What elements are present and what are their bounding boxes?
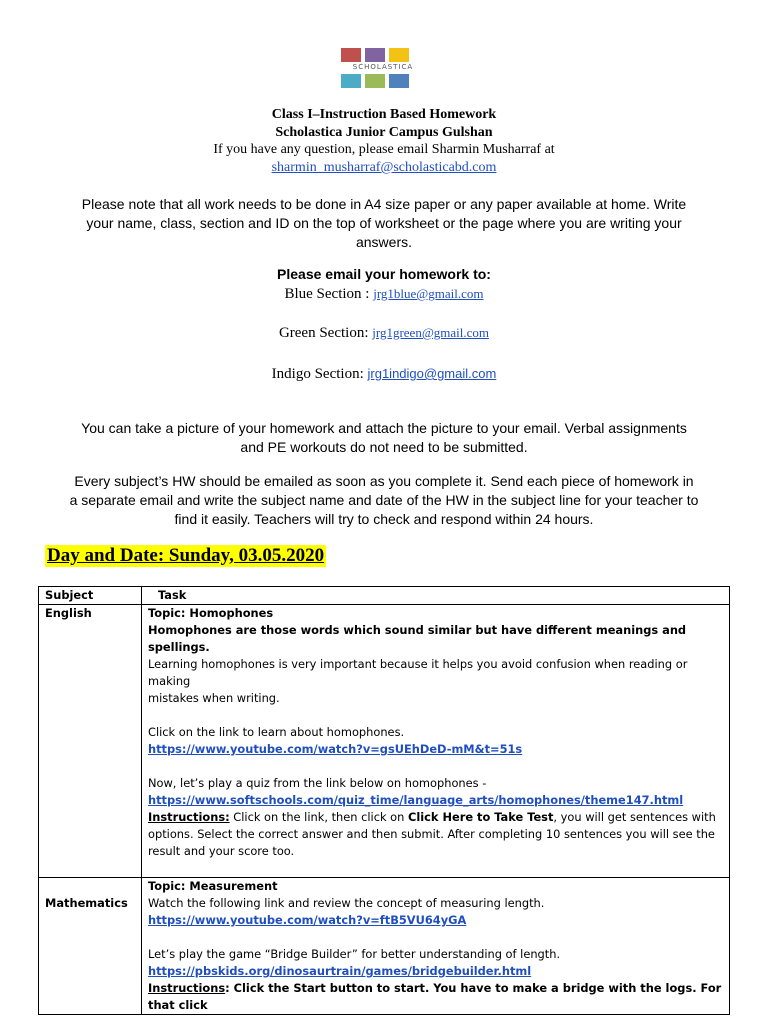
submission-note-line: find it easily. Teachers will try to check and respond within 24 hours.	[174, 511, 594, 527]
homophones-quiz-link[interactable]: https://www.softschools.com/quiz_time/language_arts/homophones/theme147.html	[148, 793, 684, 807]
homework-table	[38, 586, 730, 1015]
task-cell	[142, 878, 730, 1015]
paper-note-line: Please note that all work needs to be done in A4 size paper or any paper available at home. Write	[81, 196, 687, 212]
logo-wordmark: SCHOLASTICA	[352, 63, 414, 71]
submission-note-line: a separate email and write the subject name and date of the HW in the subject line for your teacher to	[69, 492, 699, 508]
task-text: Now, let’s play a quiz from the link below on homophones -	[148, 776, 487, 790]
instructions-line: Instructions: Click the Start button to start. You have to make a bridge with the logs. For that click	[148, 981, 722, 1012]
definition-line: Homophones are those words which sound similar but have different meanings and spellings.	[148, 623, 687, 654]
section-label: Green Section:	[278, 325, 373, 341]
subject-cell: English	[39, 605, 142, 878]
section-blue	[0, 286, 768, 303]
logo-block	[365, 74, 385, 88]
table-header-row	[39, 587, 730, 605]
subject-column-header: Subject	[39, 587, 142, 605]
section-email-link[interactable]: jrg1blue@gmail.com	[373, 286, 484, 301]
paper-note-line: answers.	[355, 234, 413, 250]
measurement-video-link[interactable]: https://www.youtube.com/watch?v=ftB5VU64yGA	[148, 913, 467, 927]
section-green	[0, 325, 768, 342]
submission-note-line: Every subject’s HW should be emailed as soon as you complete it. Send each piece of homework in	[74, 473, 694, 489]
task-cell	[142, 605, 730, 878]
school-logo	[339, 46, 427, 90]
task-text: result and your score too.	[148, 844, 295, 858]
logo-block	[341, 74, 361, 88]
subject-cell: Mathematics	[39, 878, 142, 1015]
logo-block	[389, 74, 409, 88]
topic-line: Topic: Measurement	[148, 879, 278, 893]
task-text: mistakes when writing.	[148, 691, 280, 705]
document-title: Class I–Instruction Based Homework	[271, 107, 497, 122]
day-date-heading: Day and Date: Sunday, 03.05.2020	[47, 545, 325, 566]
topic-line: Topic: Homophones	[148, 606, 274, 620]
contact-email-link[interactable]: sharmin_musharraf@scholasticabd.com	[271, 160, 497, 175]
task-text: Learning homophones is very important because it helps you avoid confusion when reading or making	[148, 657, 688, 688]
logo-block	[389, 48, 409, 62]
bridge-builder-link[interactable]: https://pbskids.org/dinosaurtrain/games/bridgebuilder.html	[148, 964, 532, 978]
logo-block	[341, 48, 361, 62]
email-heading: Please email your homework to:	[277, 266, 491, 282]
table-row	[39, 878, 730, 1015]
logo-block	[365, 48, 385, 62]
task-text: Watch the following link and review the concept of measuring length.	[148, 896, 545, 910]
task-column-header: Task	[142, 587, 730, 605]
table-row	[39, 605, 730, 878]
picture-note-line: You can take a picture of your homework and attach the picture to your email. Verbal assignments	[81, 420, 687, 436]
section-email-link[interactable]: jrg1indigo@gmail.com	[367, 366, 497, 381]
section-email-link[interactable]: jrg1green@gmail.com	[372, 325, 490, 340]
paper-note-line: your name, class, section and ID on the top of worksheet or the page where you are writing your	[86, 215, 682, 231]
section-label: Indigo Section:	[271, 366, 368, 382]
task-text: options. Select the correct answer and then submit. After completing 10 sentences you will see the	[148, 827, 715, 841]
question-text: If you have any question, please email Sharmin Musharraf at	[213, 142, 555, 157]
campus-name: Scholastica Junior Campus Gulshan	[275, 125, 493, 140]
task-text: Let’s play the game “Bridge Builder” for better understanding of length.	[148, 947, 561, 961]
task-text: Click on the link to learn about homophones.	[148, 725, 405, 739]
picture-note-line: and PE workouts do not need to be submitted.	[240, 439, 528, 455]
homophones-video-link[interactable]: https://www.youtube.com/watch?v=gsUEhDeD-mM&t=51s	[148, 742, 523, 756]
section-label: Blue Section :	[284, 286, 374, 302]
section-indigo	[0, 366, 768, 383]
instructions-line: Instructions: Click on the link, then click on Click Here to Take Test, you will get sentences with	[148, 810, 716, 824]
